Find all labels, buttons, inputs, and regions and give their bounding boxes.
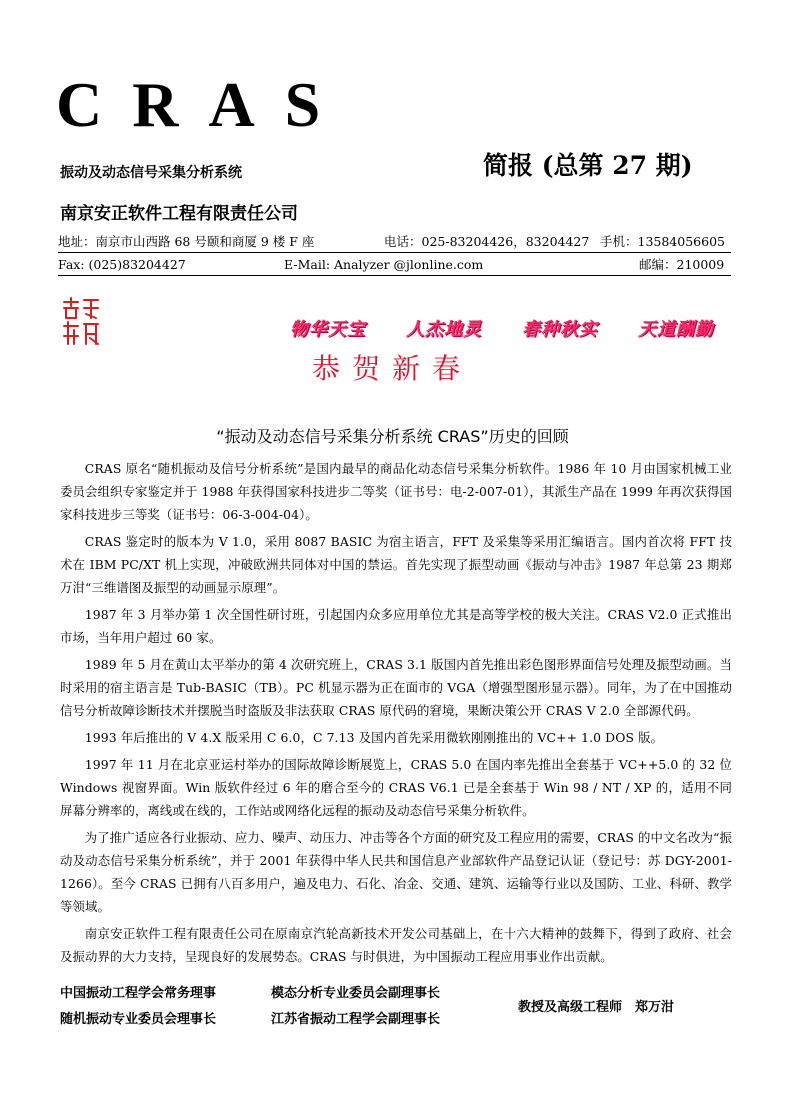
slogan-1: 物华天宝 (290, 319, 366, 340)
slogan-row (290, 315, 730, 339)
system-subtitle: 振动及动态信号采集分析系统 (60, 165, 242, 181)
slogan-3: 春种秋实 (522, 319, 598, 340)
fax-text: Fax: (025)83204427 (58, 257, 186, 272)
paragraph-5: 1993 年后推出的 V 4.X 版采用 C 6.0，C 7.13 及国内首先采用微软刚刚推出的 VC++ 1.0 DOS 版。 (84, 730, 664, 745)
masthead-title: CRAS (56, 69, 351, 140)
article-body (60, 457, 732, 972)
address-text: 地址：南京市山西路 68 号颐和商厦 9 楼 F 座 (58, 234, 315, 249)
contact-row-fax (58, 256, 731, 276)
paragraph-1: CRAS 原名“随机振动及信号分析系统”是国内最早的商品化动态信号采集分析软件。1986 年 10 月由国家机械工业委员会组织专家鉴定并于 1988 年获得国家科技进步二等奖（证书号：电-2-007-01），其派生产品在 1999 年再次获得国家科技进步三等奖（证书号：06-3-004-04）。 (60, 461, 732, 522)
new-year-greeting: 恭贺新春 (312, 352, 473, 385)
paragraph-2: CRAS 鉴定时的版本为 V 1.0，采用 8087 BASIC 为宿主语言，FFT 及采集等采用汇编语言。国内首次将 FFT 技术在 IBM PC/XT 机上实现，冲破欧洲共同体对中国的禁运。首先实现了振型动画《振动与冲击》1987 年总第 23 期郑万泔“三维谱图及振型的动画显示原理”。 (60, 534, 732, 595)
postcode-text: 邮编：210009 (639, 257, 725, 272)
footer-title-1: 中国振动工程学会常务理事 (60, 986, 217, 1001)
paragraph-4: 1989 年 5 月在黄山太平举办的第 4 次研究班上，CRAS 3.1 版国内首先推出彩色图形界面信号处理及振型动画。当时采用的宿主语言是 Tub-BASIC（TB）。PC 机显示器为正在面市的 VGA（增强型图形显示器）。同年，为了在中国推动信号分析故障诊断技术并摆脱当时盗版及非法获取 CRAS 原代码的窘境，果断决策公开 CRAS V 2.0 全部源代码。 (60, 657, 732, 718)
footer-title-2: 随机振动专业委员会理事长 (60, 1012, 217, 1027)
slogan-4: 天道酬勤 (638, 319, 714, 340)
article-title: “振动及动态信号采集分析系统 CRAS”历史的回顾 (216, 427, 569, 446)
paragraph-3: 1987 年 3 月举办第 1 次全国性研讨班，引起国内众多应用单位尤其是高等学校的极大关注。CRAS V2.0 正式推出市场，当年用户超过 60 家。 (60, 607, 732, 645)
contact-row-address (58, 233, 731, 253)
phone-text: 电话：025-83204426，83204427 (384, 234, 590, 249)
paragraph-8: 南京安正软件工程有限责任公司在原南京汽轮高新技术开发公司基础上，在十六大精神的鼓舞下，得到了政府、社会及振动界的大力支持，呈现良好的发展势态。CRAS 与时俱进，为中国振动工程应用事业作出贡献。 (60, 926, 732, 964)
slogan-2: 人杰地灵 (406, 319, 482, 340)
company-name: 南京安正软件工程有限责任公司 (60, 204, 298, 224)
issue-number: 简报 (总第 27 期) (483, 151, 693, 180)
footer-title-4: 江苏省振动工程学会副理事长 (271, 1012, 441, 1027)
footer-title-3: 模态分析专业委员会副理事长 (271, 986, 441, 1001)
author-signature: 教授及高级工程师 郑万泔 (518, 1000, 675, 1015)
email-text: E-Mail: Analyzer @jlonline.com (284, 257, 484, 272)
paragraph-6: 1997 年 11 月在北京亚运村举办的国际故障诊断展览上，CRAS 5.0 在国内率先推出全套基于 VC++5.0 的 32 位 Windows 视窗界面。Win 版软件经过 6 年的磨合至今的 CRAS V6.1 已是全套基于 Win 98 / NT / XP 的，适用不同屏幕分辨率的，离线或在线的，工作站或网络化远程的振动及动态信号采集分析软件。 (60, 757, 732, 818)
company-seal-logo (60, 296, 102, 348)
mobile-text: 手机：13584056605 (600, 234, 725, 249)
paragraph-7: 为了推广适应各行业振动、应力、噪声、动压力、冲击等各个方面的研究及工程应用的需要，CRAS 的中文名改为“振动及动态信号采集分析系统”，并于 2001 年获得中华人民共和国信息产业部软件产品登记认证（登记号：苏 DGY-2001-1266）。至今 CRAS 已拥有八百多用户，遍及电力、石化、冶金、交通、建筑、运输等行业以及国防、工业、科研、教学等领域。 (60, 830, 732, 914)
